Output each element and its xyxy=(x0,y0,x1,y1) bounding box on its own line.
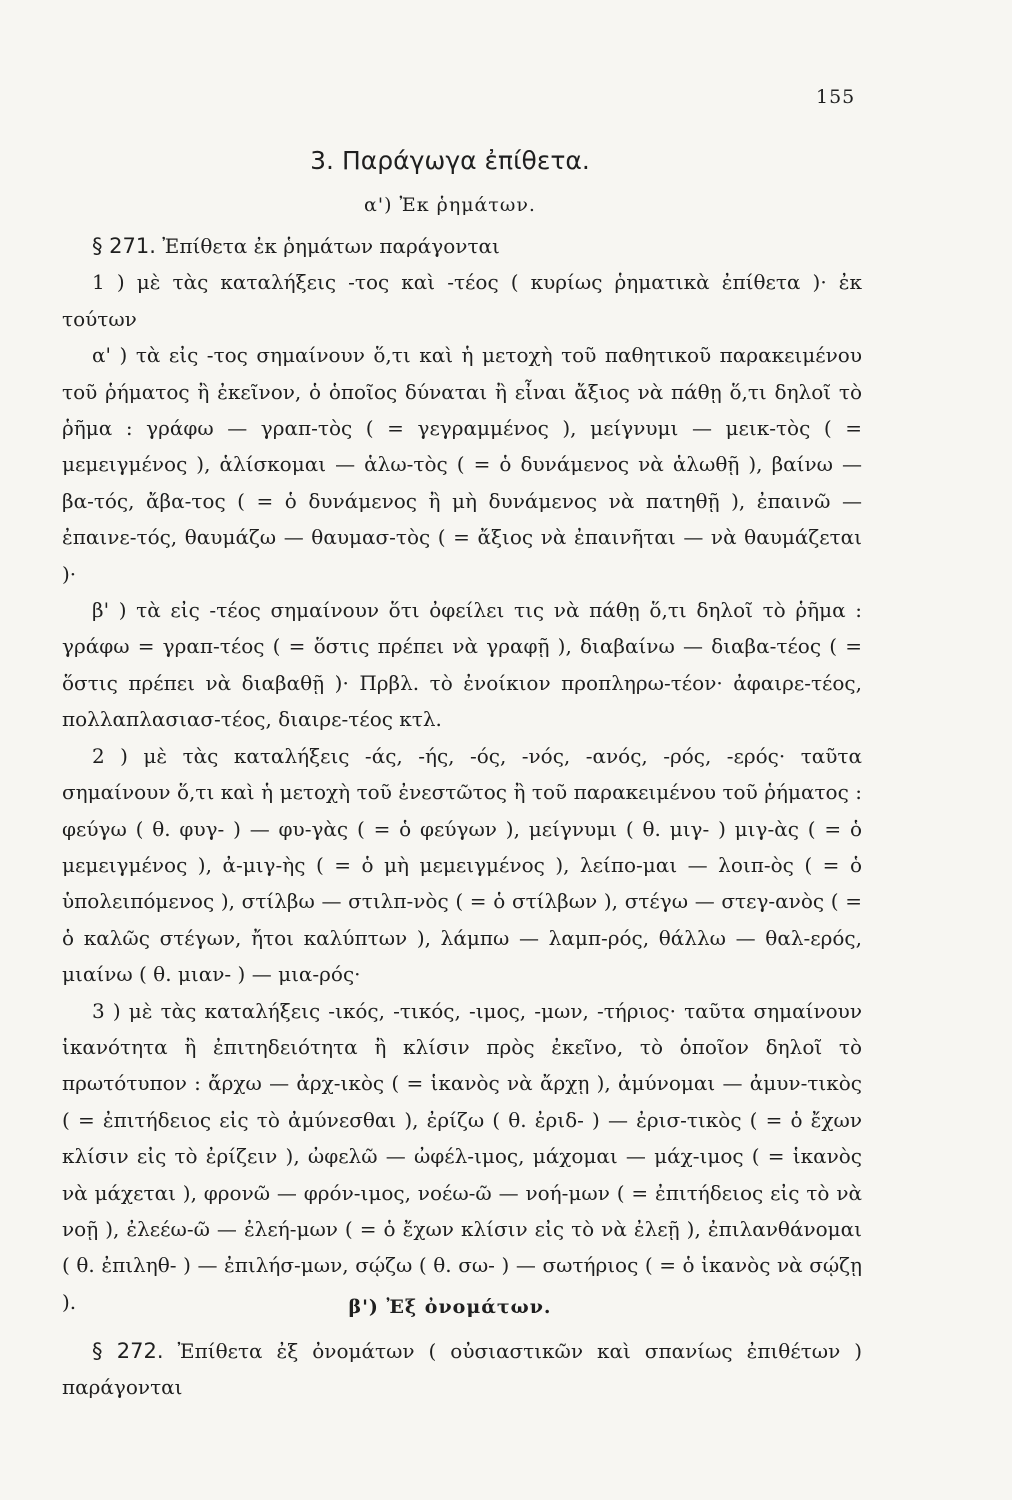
section-title: 3. Παράγωγα ἐπίθετα. xyxy=(310,146,590,175)
subheading-from-nouns: β') Ἐξ ὀνομάτων. xyxy=(348,1296,552,1318)
paragraph-272-text: Ἐπίθετα ἐξ ὀνομάτων ( οὐσιαστικῶν καὶ σπανίως ἐπιθέτων ) παράγονται xyxy=(62,1339,863,1400)
page-number: 155 xyxy=(816,86,856,108)
subheading-from-verbs: α') Ἐκ ῥημάτων. xyxy=(364,194,536,216)
section-number-271: § 271. xyxy=(92,234,156,258)
paragraph-271-intro xyxy=(62,228,862,264)
section-number-272: § 272. xyxy=(92,1339,164,1363)
paragraph-272-body xyxy=(62,1333,862,1406)
paragraph-271 xyxy=(62,228,862,1320)
paragraph-272 xyxy=(62,1333,862,1406)
item-1: 1 ) μὲ τὰς καταλήξεις -τος καὶ -τέος ( κυρίως ῥηματικὰ ἐπίθετα )· ἐκ τούτων xyxy=(62,270,862,331)
paragraph-271-intro-text: Ἐπίθετα ἐκ ῥημάτων παράγονται xyxy=(162,234,500,258)
item-1-alpha: α' ) τὰ εἰς -τος σημαίνουν ὅ,τι καὶ ἡ μετοχὴ τοῦ παθητικοῦ παρακειμένου τοῦ ῥήματος ἢ ἐκεῖνον, ὁ ὁποῖος δύναται ἢ εἶναι ἄξιος νὰ πάθῃ ὅ,τι δηλοῖ τὸ ῥῆμα : γράφω — γραπ-τὸς ( = γεγραμμένος ), μείγνυμι — μεικ-τὸς ( = μεμειγμένος ), ἁλίσκομαι — ἁλω-τὸς ( = ὁ δυνάμενος νὰ ἁλωθῇ ), βαίνω — βα-τός, ἄβα-τος ( = ὁ δυνάμενος ἢ μὴ δυνάμενος νὰ πατηθῇ ), ἐπαινῶ — ἐπαινε-τός, θαυμάζω — θαυμασ-τὸς ( = ἄξιος νὰ ἐπαινῆται — νὰ θαυμάζεται )· xyxy=(62,343,862,586)
item-3: 3 ) μὲ τὰς καταλήξεις -ικός, -τικός, -ιμος, -μων, -τήριος· ταῦτα σημαίνουν ἱκανότητα ἢ ἐπιτηδειότητα ἢ κλίσιν πρὸς ἐκεῖνο, τὸ ὁποῖον δηλοῖ τὸ πρωτότυπον : ἄρχω — ἀρχ-ικὸς ( = ἱκανὸς νὰ ἄρχῃ ), ἀμύνομαι — ἀμυν-τικὸς ( = ἐπιτήδειος εἰς τὸ ἀμύνεσθαι ), ἐρίζω ( θ. ἐριδ- ) — ἐρισ-τικὸς ( = ὁ ἔχων κλίσιν εἰς τὸ ἐρίζειν ), ὠφελῶ — ὠφέλ-ιμος, μάχομαι — μάχ-ιμος ( = ἱκανὸς νὰ μάχεται ), φρονῶ — φρόν-ιμος, νοέω-ῶ — νοή-μων ( = ἐπιτήδειος εἰς τὸ νὰ νοῇ ), ἐλεέω-ῶ — ἐλεή-μων ( = ὁ ἔχων κλίσιν εἰς τὸ νὰ ἐλεῇ ), ἐπιλανθάνομαι ( θ. ἐπιληθ- ) — ἐπιλήσ-μων, σῴζω ( θ. σω- ) — σωτήριος ( = ὁ ἱκανὸς νὰ σῴζῃ ). xyxy=(62,998,862,1314)
item-1-beta: β' ) τὰ εἰς -τέος σημαίνουν ὅτι ὀφείλει τις νὰ πάθῃ ὅ,τι δηλοῖ τὸ ῥῆμα : γράφω = γραπ-τέος ( = ὅστις πρέπει νὰ γραφῇ ), διαβαίνω — διαβα-τέος ( = ὅστις πρέπει νὰ διαβαθῇ )· Πρβλ. τὸ ἐνοίκιον προπληρω-τέον· ἀφαιρε-τέος, πολλαπλασιασ-τέος, διαιρε-τέος κτλ. xyxy=(62,598,862,732)
item-2: 2 ) μὲ τὰς καταλήξεις -άς, -ής, -ός, -νός, -ανός, -ρός, -ερός· ταῦτα σημαίνουν ὅ,τι καὶ ἡ μετοχὴ τοῦ ἐνεστῶτος ἢ τοῦ παρακειμένου τοῦ ῥήματος : φεύγω ( θ. φυγ- ) — φυ-γὰς ( = ὁ φεύγων ), μείγνυμι ( θ. μιγ- ) μιγ-ὰς ( = ὁ μεμειγμένος ), ἀ-μιγ-ὴς ( = ὁ μὴ μεμειγμένος ), λείπο-μαι — λοιπ-ὸς ( = ὁ ὑπολειπόμενος ), στίλβω — στιλπ-νὸς ( = ὁ στίλβων ), στέγω — στεγ-ανὸς ( = ὁ καλῶς στέγων, ἤτοι καλύπτων ), λάμπω — λαμπ-ρός, θάλλω — θαλ-ερός, μιαίνω ( θ. μιαν- ) — μια-ρός· xyxy=(62,743,862,987)
